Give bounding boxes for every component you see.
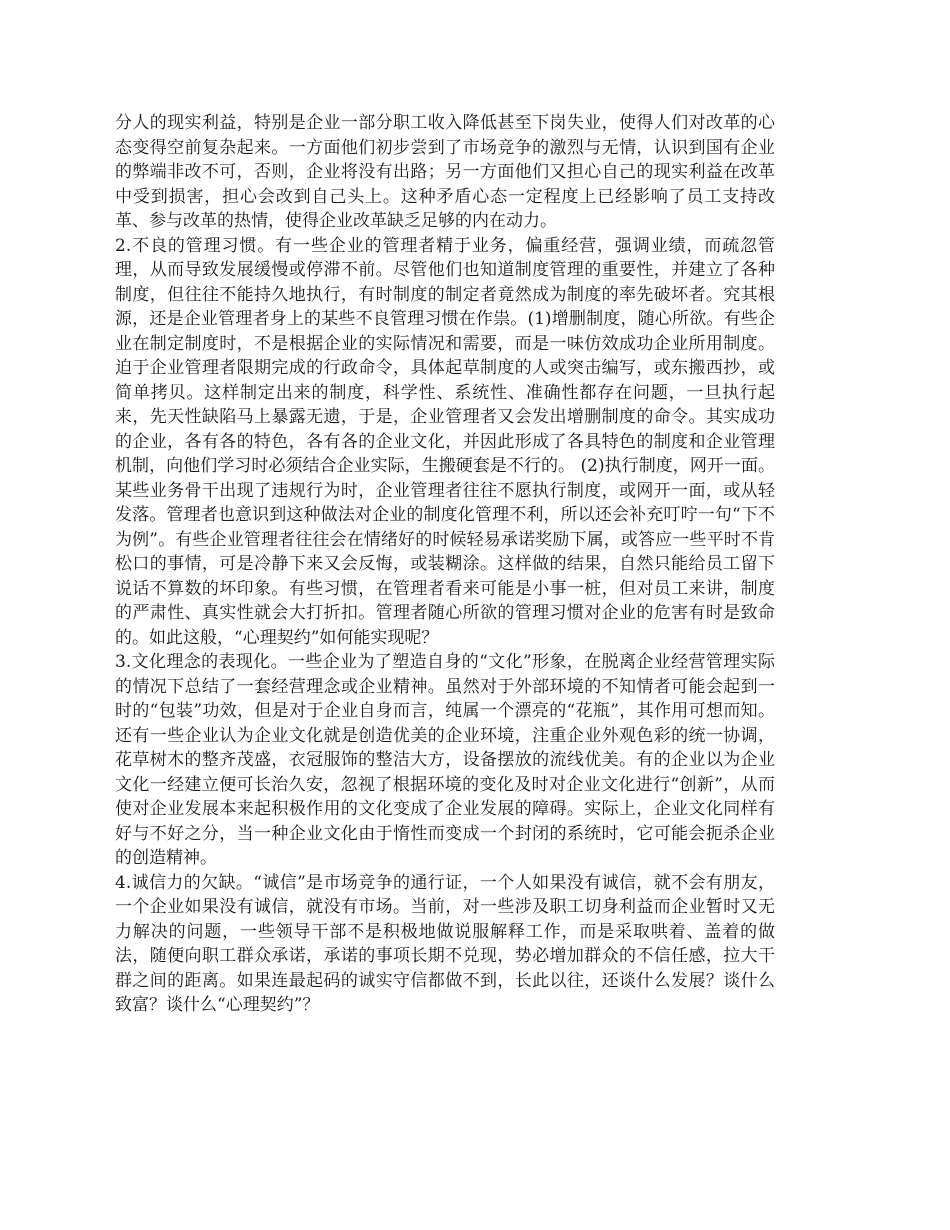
paragraph-integrity: 4.诚信力的欠缺。“诚信”是市场竞争的通行证，一个人如果没有诚信，就不会有朋友，一个企业如果没有诚信，就没有市场。当前，对一些涉及职工切身利益而企业暂时又无力解决的问题，一些领导干部不是积极地做说服解释工作，而是采取哄着、盖着的做法，随便向职工群众承诺，承诺的事项长期不兑现，势必增加群众的不信任感，拉大干群之间的距离。如果连最起码的诚实守信都做不到，长此以往，还谈什么发展？谈什么致富？谈什么“心理契约”？ — [115, 872, 775, 1015]
document-body — [115, 111, 775, 1018]
paragraph-management-habits: 2.不良的管理习惯。有一些企业的管理者精于业务，偏重经营，强调业绩，而疏忽管理，从而导致发展缓慢或停滞不前。尽管他们也知道制度管理的重要性，并建立了各种制度，但往往不能持久地执行，有时制度的制定者竟然成为制度的率先破坏者。究其根源，还是企业管理者身上的某些不良管理习惯在作祟。(1)增删制度，随心所欲。有些企业在制定制度时，不是根据企业的实际情况和需要，而是一味仿效成功企业所用制度。迫于企业管理者限期完成的行政命令，具体起草制度的人或突击编写，或东搬西抄，或简单拷贝。这样制定出来的制度，科学性、系统性、准确性都存在问题，一旦执行起来，先天性缺陷马上暴露无遗，于是，企业管理者又会发出增删制度的命令。其实成功的企业，各有各的特色，各有各的企业文化，并因此形成了各具特色的制度和企业管理机制，向他们学习时必须结合企业实际，生搬硬套是不行的。 (2)执行制度，网开一面。某些业务骨干出现了违规行为时，企业管理者往往不愿执行制度，或网开一面，或从轻发落。管理者也意识到这种做法对企业的制度化管理不利，所以还会补充叮咛一句“下不为例”。有些企业管理者往往会在情绪好的时候轻易承诺奖励下属，或答应一些平时不肯松口的事情，可是冷静下来又会反悔，或装糊涂。这样做的结果，自然只能给员工留下说话不算数的坏印象。有些习惯，在管理者看来可能是小事一桩，但对员工来讲，制度的严肃性、真实性就会大打折扣。管理者随心所欲的管理习惯对企业的危害有时是致命的。如此这般，“心理契约”如何能实现呢？ — [115, 235, 775, 648]
paragraph-culture-concept: 3.文化理念的表现化。一些企业为了塑造自身的“文化”形象，在脱离企业经营管理实际的情况下总结了一套经营理念或企业精神。虽然对于外部环境的不知情者可能会起到一时的“包装”功效，但是对于企业自身而言，纯属一个漂亮的“花瓶”，其作用可想而知。还有一些企业认为企业文化就是创造优美的企业环境，注重企业外观色彩的统一协调，花草树木的整齐茂盛，衣冠服饰的整洁大方，设备摆放的流线优美。有的企业以为企业文化一经建立便可长治久安，忽视了根据环境的变化及时对企业文化进行“创新”，从而使对企业发展本来起积极作用的文化变成了企业发展的障碍。实际上，企业文化同样有好与不好之分，当一种企业文化由于惰性而变成一个封闭的系统时，它可能会扼杀企业的创造精神。 — [115, 652, 775, 868]
paragraph-reform-mentality: 分人的现实利益，特别是企业一部分职工收入降低甚至下岗失业，使得人们对改革的心态变得空前复杂起来。一方面他们初步尝到了市场竞争的激烈与无情，认识到国有企业的弊端非改不可，否则，企业将没有出路；另一方面他们又担心自己的现实利益在改革中受到损害，担心会改到自己头上。这种矛盾心态一定程度上已经影响了员工支持改革、参与改革的热情，使得企业改革缺乏足够的内在动力。 — [115, 113, 775, 231]
